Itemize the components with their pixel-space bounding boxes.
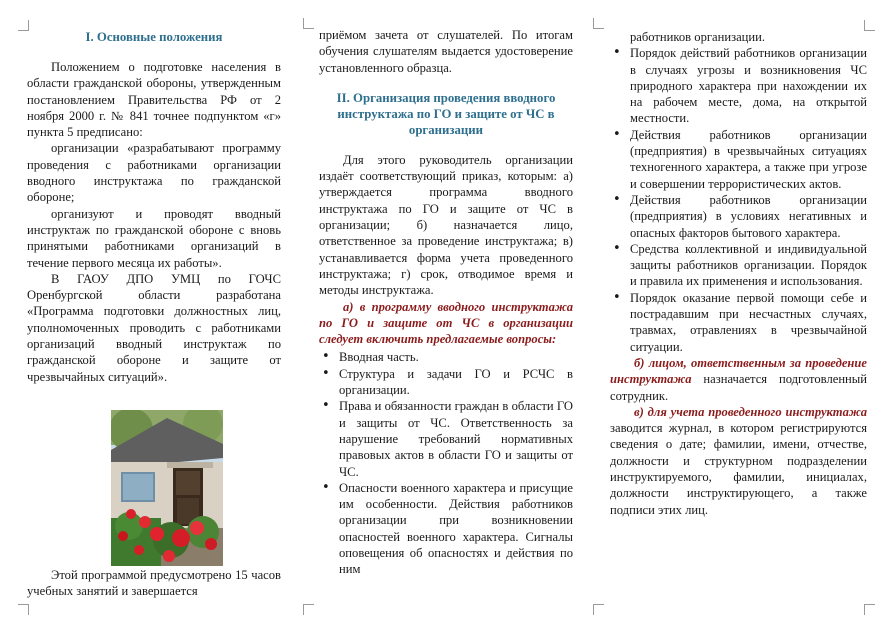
text-responsible: назначается подготовленный сотрудник.	[610, 372, 867, 403]
list-item: • Вводная часть.	[319, 349, 573, 365]
crop-mark	[18, 604, 29, 615]
paragraph-quote-1: организации «разрабатывают программу проведения с работниками организации вводного инструктажа по гражданской обороне;	[27, 141, 281, 205]
paragraph-journal	[610, 404, 867, 518]
column-2	[319, 27, 573, 578]
list-item: • Права и обязанности граждан в области ГО и защиты от ЧС. Ответственность за нарушение требований нормативных правовых актов в области ГО и защиты от ЧС.	[319, 398, 573, 479]
section-heading-1: I. Основные положения	[85, 30, 223, 44]
list-item: • Опасности военного характера и присущие им особенности. Действия работников организации при возникновении опасностей военного характера. Сигналы оповещения об опасностях и действия по ним	[319, 480, 573, 578]
text-journal: заводится журнал, в котором регистрируются сведения о дате; фамилии, имени, отчестве, должности и структурном подразделении инструктируемого, фамилии, инициалах, должности инструктирующего, а также подписи этих лиц.	[610, 421, 867, 517]
list-item: • Порядок действий работников организации в случаях угрозы и возникновения ЧС природного характера при нахождении их на рабочем месте, дома, на открытой местности.	[610, 45, 867, 126]
paragraph-program-questions: а) в программу вводного инструктажа по ГО и защите от ЧС в организации следует включить предлагаемые вопросы:	[319, 299, 573, 347]
crop-mark	[303, 18, 314, 29]
crop-mark	[303, 604, 314, 615]
section-heading-2: II. Организация проведения вводного инструктажа по ГО и защите от ЧС в организации	[336, 90, 556, 137]
crop-mark	[593, 604, 604, 615]
list-item: • Порядок оказание первой помощи себе и пострадавшим при несчастных случаях, травмах, отравлениях в чрезвычайной ситуации.	[610, 290, 867, 355]
paragraph-continued: работников организации.	[630, 30, 766, 44]
paragraph-quote-2: организуют и проводят вводный инструктаж по гражданской обороне с вновь принятыми работниками организаций в течение первого месяца их работы».	[27, 206, 281, 270]
building-photo	[111, 410, 223, 566]
questions-list-continued	[610, 45, 867, 355]
crop-mark	[864, 604, 875, 615]
column-1	[27, 29, 281, 385]
emphasis-journal: в) для учета проведенного инструктажа	[634, 404, 867, 419]
paragraph-continued: приёмом зачета от слушателей. По итогам обучения слушателям выдается удостоверение установленного образца.	[319, 28, 573, 75]
list-item: • Структура и задачи ГО и РСЧС в организации.	[319, 366, 573, 399]
list-item: • Средства коллективной и индивидуальной защиты работников организации. Порядок и правила их применения и использования.	[610, 241, 867, 290]
column-1-bottom	[27, 567, 281, 600]
questions-list	[319, 349, 573, 577]
crop-mark	[593, 18, 604, 29]
paragraph-hours: Этой программой предусмотрено 15 часов учебных занятий и завершается	[27, 568, 281, 599]
column-3	[610, 29, 867, 518]
emphasis-responsible: б) лицом, ответственным за проведение инструктажа	[610, 355, 867, 387]
paragraph-responsible	[610, 355, 867, 404]
paragraph-intro: Положением о подготовке населения в области гражданской обороны, утвержденным постановлением Правительства РФ от 2 ноября 2000 г. № 841 точнее подпунктом «г» пункта 5 предписано:	[27, 60, 281, 140]
paragraph-program: В ГАОУ ДПО УМЦ по ГОЧС Оренбургской области разработана «Программа подготовки должностных лиц, уполномоченных проводить с работниками организаций вводный инструктаж по гражданской обороне и защите от чрезвычайных ситуаций».	[27, 271, 281, 384]
list-item: • Действия работников организации (предприятия) в чрезвычайных ситуациях техногенного характера, а также при угрозе и совершении террористических актов.	[610, 127, 867, 192]
paragraph-order: Для этого руководитель организации издаёт соответствующий приказ, которым: а) утверждается программа вводного инструктажа по ГО и защите от ЧС в организации; б) назначается лицо, ответственное за проведение инструктажа; в) устанавливается форма учета проведенного инструктажа; г) срок, отводимое время и методы инструктажа.	[319, 152, 573, 298]
list-item: • Действия работников организации (предприятия) в условиях негативных и опасных факторов бытового характера.	[610, 192, 867, 241]
